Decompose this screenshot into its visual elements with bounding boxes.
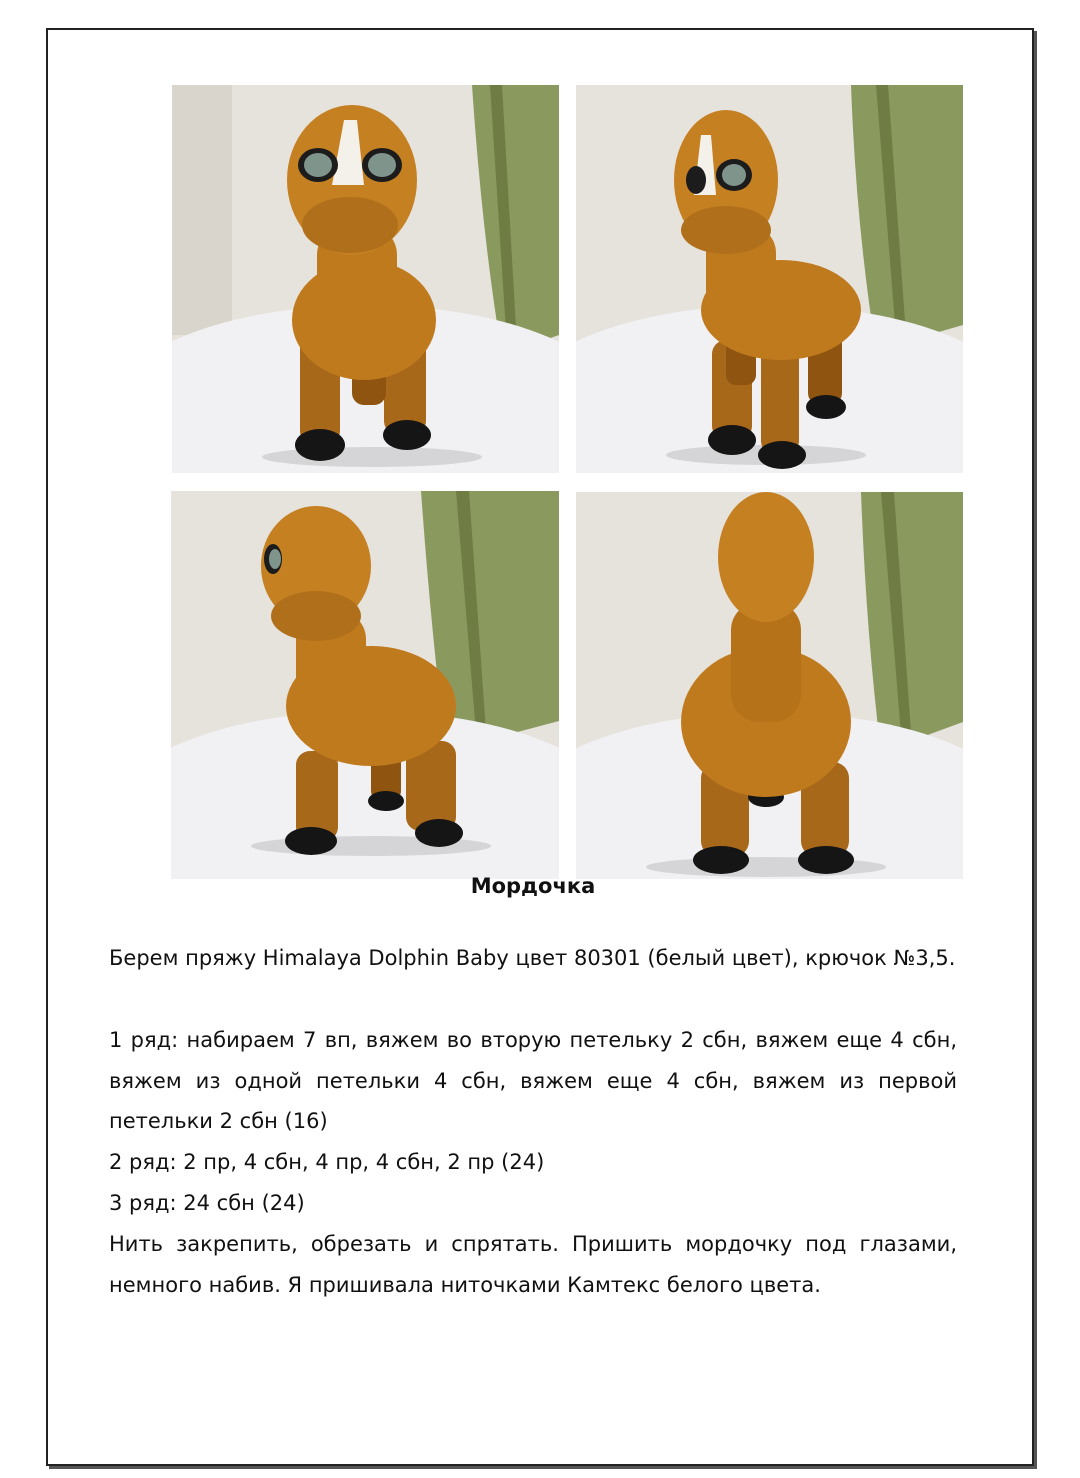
pony-photo-side (171, 491, 559, 879)
paragraph-row-1: 1 ряд: набираем 7 вп, вяжем во вторую петельку 2 сбн, вяжем еще 4 сбн, вяжем из одной петельки 4 сбн, вяжем еще 4 сбн, вяжем из первой петельки 2 сбн (16) (109, 1028, 957, 1133)
section-title: Мордочка (470, 874, 596, 898)
paragraph-yarn: Берем пряжу Himalaya Dolphin Baby цвет 80301 (белый цвет), крючок №3,5. (109, 946, 956, 970)
pony-photo-front (172, 85, 559, 473)
paragraph-finish: Нить закрепить, обрезать и спрятать. Пришить мордочку под глазами, немного набив. Я пришивала ниточками Камтекс белого цвета. (109, 1232, 957, 1297)
pony-photo-three-quarter (576, 85, 963, 473)
pony-photo-back (576, 492, 963, 879)
paragraph-row-3: 3 ряд: 24 сбн (24) (109, 1191, 305, 1215)
paragraph-row-2: 2 ряд: 2 пр, 4 сбн, 4 пр, 4 сбн, 2 пр (24) (109, 1150, 545, 1174)
